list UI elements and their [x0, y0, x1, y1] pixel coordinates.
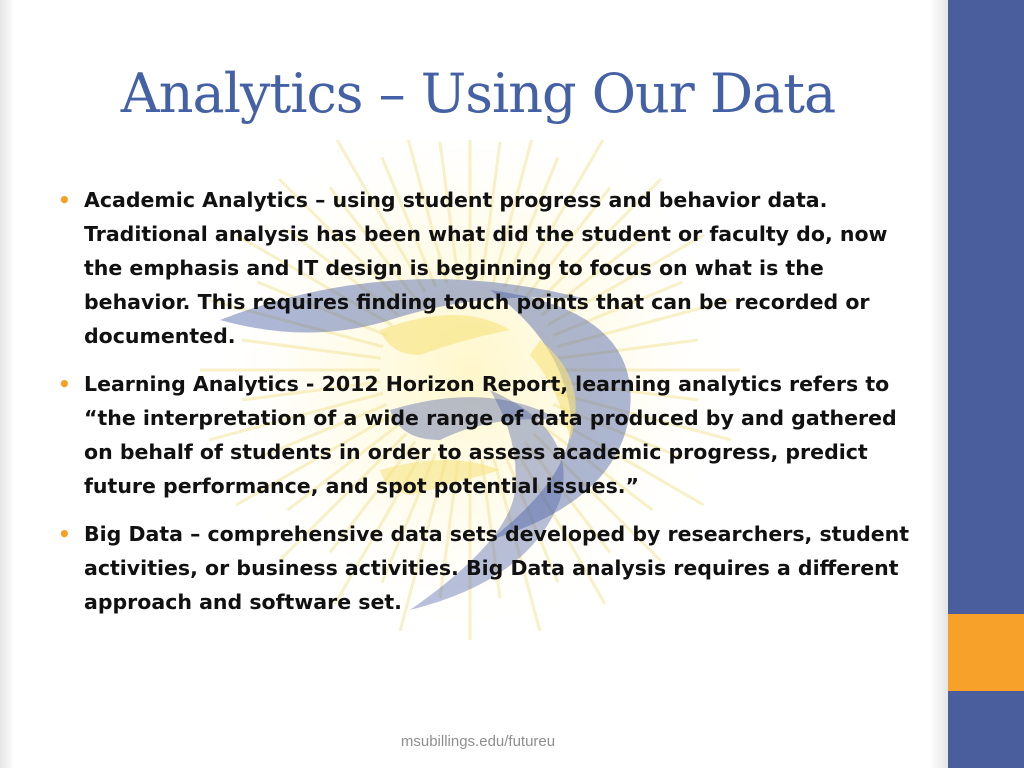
bullet-item-big-data [58, 517, 913, 619]
bullet-marker: • [58, 372, 71, 396]
bullet-marker: • [58, 522, 71, 546]
footer-url: msubillings.edu/futureu [400, 733, 556, 750]
bullet-item-learning-analytics [58, 367, 913, 503]
sidebar-orange-block [948, 614, 1024, 691]
bullet-marker: • [58, 188, 71, 212]
slide-title: Analytics – Using Our Data [120, 62, 836, 125]
bullet-item-academic-analytics [58, 183, 913, 353]
bullet-text: Big Data – comprehensive data sets developed by researchers, student activities, or business activities. Big Data analysis requires a different approach and software set. [84, 522, 910, 614]
bullet-list [58, 183, 913, 633]
bullet-text: Academic Analytics – using student progress and behavior data. Traditional analysis has been what did the student or faculty do, now the emphasis and IT design is beginning to focus on what is the behavior. This requires finding touch points that can be recorded or documented. [84, 188, 888, 348]
bullet-text: Learning Analytics - 2012 Horizon Report, learning analytics refers to “the interpretation of a wide range of data produced by and gathered on behalf of students in order to assess academic progress, predict future performance, and spot potential issues.” [84, 372, 897, 498]
